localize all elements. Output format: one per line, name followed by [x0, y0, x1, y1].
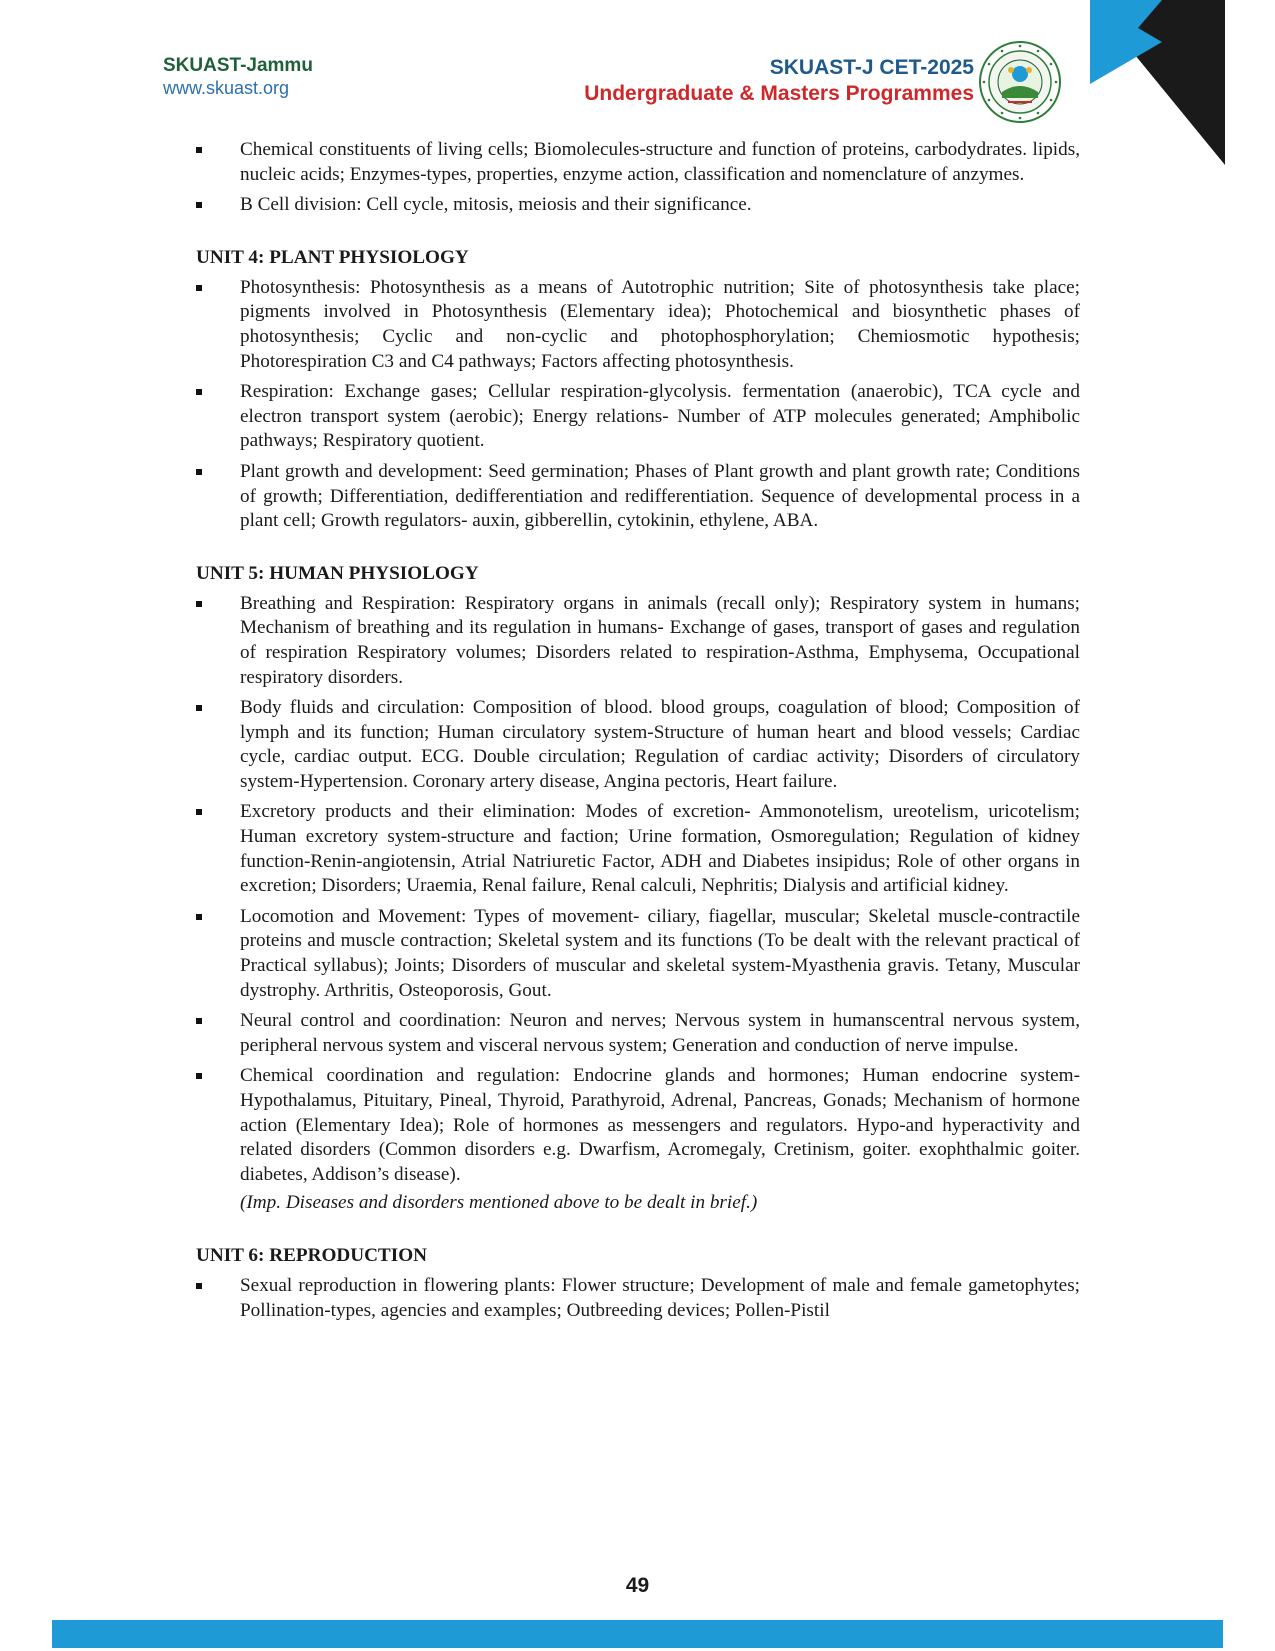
- list-item: [196, 800, 1080, 898]
- bullet-icon: [196, 1073, 202, 1079]
- unit-6-list: [196, 1274, 1080, 1323]
- bullet-icon: [196, 147, 202, 153]
- page-number: 49: [625, 1574, 650, 1597]
- bullet-icon: [196, 202, 202, 208]
- list-item-text: Photosynthesis: Photosynthesis as a means of Autotrophic nutrition; Site of photosynthesis take place; pigments involved in Photosynthesis (Elementary idea); Photochemical and biosynthetic phases of photosynthesis; Cyclic and non-cyclic and photophosphorylation; Chemiosmotic hypothesis; Photorespiration C3 and C4 pathways; Factors affecting photosynthesis.: [240, 276, 1080, 372]
- list-item-text: Body fluids and circulation: Composition of blood. blood groups, coagulation of blood; Composition of lymph and its function; Human circulatory system-Structure of human heart and blood vessels; Cardiac cycle, cardiac output. ECG. Double circulation; Regulation of cardiac activity; Disorders of circulatory system-Hypertension. Coronary artery disease, Angina pectoris, Heart failure.: [240, 697, 1080, 792]
- list-item-text: Respiration: Exchange gases; Cellular respiration-glycolysis. fermentation (anaerobic), TCA cycle and electron transport system (aerobic); Energy relations- Number of ATP molecules generated; Amphibolic pathways; Respiratory quotient.: [240, 381, 1080, 452]
- programmes-title: Undergraduate & Masters Programmes: [584, 82, 974, 105]
- list-item-text: Locomotion and Movement: Types of movement- ciliary, fiagellar, muscular; Skeletal muscle-contractile proteins and muscle contraction; Skeletal system and its functions (To be dealt with the relevant practical of Practical syllabus); Joints; Disorders of muscular and skeletal system-Myasthenia gravis. Tetany, Muscular dystrophy. Arthritis, Osteoporosis, Gout.: [240, 905, 1080, 1001]
- list-item: [196, 1274, 1080, 1323]
- list-item: [196, 1064, 1080, 1187]
- list-item: [196, 276, 1080, 374]
- list-item-text: Neural control and coordination: Neuron and nerves; Nervous system in humanscentral nervous system, peripheral nervous system and visceral nervous system; Generation and conduction of nerve impulse.: [240, 1010, 1080, 1056]
- list-item: [196, 592, 1080, 690]
- syllabus-content: [196, 138, 1080, 1329]
- list-item-text: Excretory products and their elimination: Modes of excretion- Ammonotelism, ureotelism, uricotelism; Human excretory system-structure and faction; Urine formation, Osmoregulation; Regulation of kidney function-Renin-angiotensin, Atrial Natriuretic Factor, ADH and Diabetes insipidus; Role of other organs in excretion; Disorders; Uraemia, Renal failure, Renal calculi, Nephritis; Dialysis and artificial kidney.: [240, 801, 1080, 897]
- list-item: [196, 460, 1080, 534]
- bullet-icon: [196, 285, 202, 291]
- header-left: [163, 55, 313, 99]
- list-item: [196, 193, 1080, 218]
- list-item-text: Plant growth and development: Seed germination; Phases of Plant growth and plant growth rate; Conditions of growth; Differentiation, dedifferentiation and redifferentiation. Sequence of developmental process in a plant cell; Growth regulators- auxin, gibberellin, cytokinin, ethylene, ABA.: [240, 460, 1080, 532]
- list-item-text: Chemical coordination and regulation: Endocrine glands and hormones; Human endocrine system-Hypothalamus, Pituitary, Pineal, Thyroid, Parathyroid, Adrenal, Pancreas, Gonads; Mechanism of hormone action (Elementary Idea); Role of hormones as messengers and regulators. Hypo-and hyperactivity and related disorders (Common disorders e.g. Dwarfism, Acromegaly, Cretinism, goiter. exophthalmic goiter. diabetes, Addison’s disease).: [240, 1065, 1080, 1185]
- intro-list: [196, 138, 1080, 218]
- bullet-icon: [196, 469, 202, 475]
- unit-4-list: [196, 276, 1080, 534]
- unit-5-note: (Imp. Diseases and disorders mentioned above to be dealt in brief.): [240, 1192, 758, 1214]
- list-item: [196, 1009, 1080, 1058]
- bullet-icon: [196, 389, 202, 395]
- header-right: [584, 55, 974, 107]
- list-item-text: Chemical constituents of living cells; Biomolecules-structure and function of proteins, carbodydrates. lipids, nucleic acids; Enzymes-types, properties, enzyme action, classification and nomenclature of anzymes.: [240, 139, 1080, 185]
- bullet-icon: [196, 914, 202, 920]
- list-item-text: Sexual reproduction in flowering plants: Flower structure; Development of male and female gametophytes; Pollination-types, agencies and examples; Outbreeding devices; Pollen-Pistil: [240, 1274, 1080, 1321]
- unit-5-list: [196, 592, 1080, 1188]
- unit-6-heading: UNIT 6: REPRODUCTION: [196, 1244, 427, 1266]
- list-item: [196, 696, 1080, 794]
- bullet-icon: [196, 705, 202, 711]
- bullet-icon: [196, 1018, 202, 1024]
- list-item-text: Breathing and Respiration: Respiratory organs in animals (recall only); Respiratory system in humans; Mechanism of breathing and its regulation in humans- Exchange of gases, transport of gases and regulation of respiration Respiratory volumes; Disorders related to respiration-Asthma, Emphysema, Occupational respiratory disorders.: [240, 592, 1080, 688]
- unit-4-heading: UNIT 4: PLANT PHYSIOLOGY: [196, 246, 469, 268]
- bullet-icon: [196, 809, 202, 815]
- list-item: [196, 380, 1080, 454]
- bullet-icon: [196, 1283, 202, 1289]
- university-logo: [978, 40, 1062, 124]
- list-item-text: B Cell division: Cell cycle, mitosis, meiosis and their significance.: [240, 194, 752, 216]
- website-link[interactable]: www.skuast.org: [163, 78, 290, 98]
- corner-decoration: [1090, 0, 1225, 165]
- org-name: SKUAST-Jammu: [163, 55, 313, 76]
- footer-bar: [52, 1620, 1223, 1648]
- list-item: [196, 138, 1080, 187]
- bullet-icon: [196, 601, 202, 607]
- exam-title: SKUAST-J CET-2025: [769, 56, 974, 79]
- list-item: [196, 905, 1080, 1003]
- unit-5-heading: UNIT 5: HUMAN PHYSIOLOGY: [196, 562, 479, 584]
